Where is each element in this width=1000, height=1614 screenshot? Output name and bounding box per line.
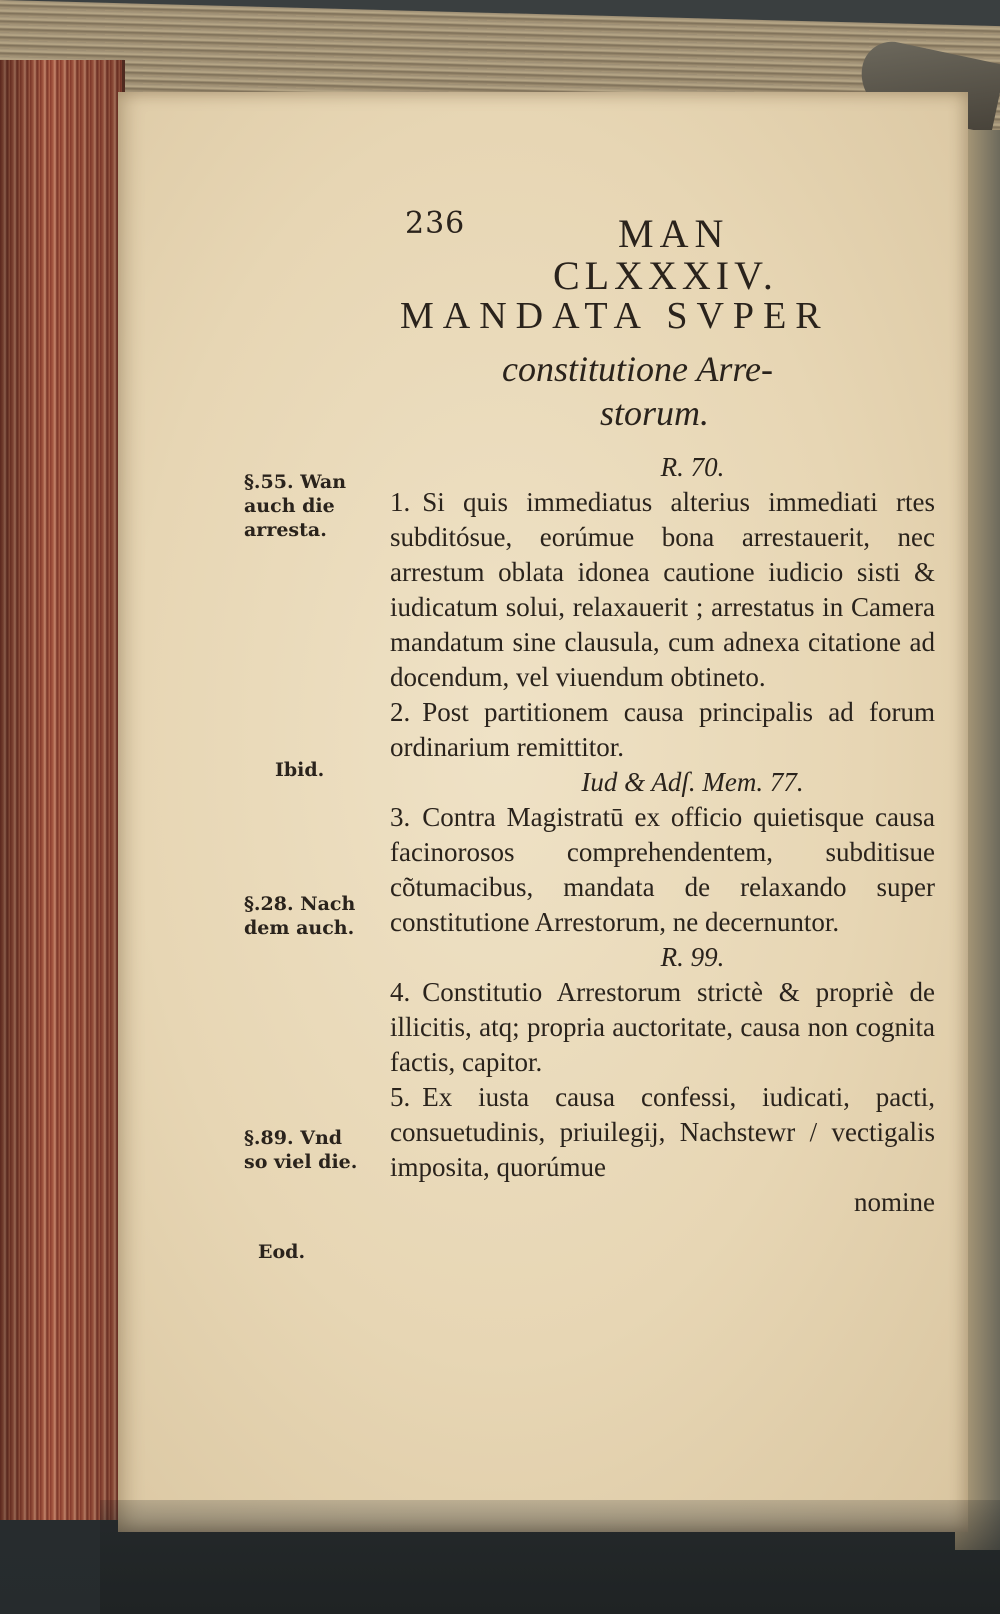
- margin-note-line: auch die: [244, 495, 335, 517]
- reference-iud-adf: Iud & Adſ. Mem. 77.: [581, 767, 804, 797]
- margin-note-line: §.28. Nach: [244, 893, 356, 915]
- margin-note-line: Eod.: [258, 1241, 306, 1263]
- paragraph-number: 4.: [390, 977, 411, 1007]
- margin-note-5: [258, 1240, 398, 1264]
- paragraph-text: Constitutio Arrestorum strictè & propriè de illicitis, atq; propria auctoritate, causa non cognita factis, capitor.: [390, 977, 935, 1077]
- margin-note-1: [244, 470, 384, 542]
- catchword: nomine: [854, 1187, 935, 1217]
- paragraph-number: 5.: [390, 1082, 411, 1112]
- chapter-title-line2: constitutione Arre-: [502, 349, 773, 389]
- margin-note-line: arresta.: [244, 519, 327, 541]
- chapter-number: CLXXXIV.: [553, 253, 778, 298]
- margin-note-3: [244, 892, 384, 940]
- paragraph-number: 2.: [390, 697, 411, 727]
- paragraph-5: [390, 1080, 935, 1185]
- margin-note-line: dem auch.: [244, 917, 355, 939]
- margin-note-line: §.89. Vnd: [244, 1127, 343, 1149]
- paragraph-text: Contra Magistratū ex officio quietisque causa facinorosos comprehendentem, subditisue cõtumacibus, mandata de relaxando super constitutione Arrestorum, ne decernuntor.: [390, 802, 935, 937]
- paragraph-number: 3.: [390, 802, 411, 832]
- paragraph-text: Ex iusta causa confessi, iudicati, pacti, consuetudinis, priuilegij, Nachstewr / vectigalis imposita, quorúmue: [390, 1082, 935, 1182]
- page-body: [390, 450, 935, 1220]
- chapter-title-line3: storum.: [600, 393, 710, 433]
- reference-r70: R. 70.: [660, 452, 725, 482]
- paragraph-text: Post partitionem causa principalis ad forum ordinarium remittitor.: [390, 697, 935, 762]
- chapter-title-line1: MANDATA SVPER: [400, 295, 830, 337]
- paragraph-4: [390, 975, 935, 1080]
- left-page-edges: [0, 60, 125, 1520]
- margin-note-4: [244, 1126, 384, 1174]
- margin-note-line: so viel die.: [244, 1151, 358, 1173]
- reference-r99: R. 99.: [660, 942, 725, 972]
- bottom-shadow: [100, 1500, 1000, 1614]
- margin-note-line: Ibid.: [275, 759, 325, 781]
- page-number: 236: [405, 206, 466, 241]
- paragraph-3: [390, 800, 935, 940]
- paragraph-number: 1.: [390, 487, 411, 517]
- running-head: MAN: [618, 211, 730, 256]
- paragraph-1: [390, 485, 935, 695]
- paragraph-2: [390, 695, 935, 765]
- margin-note-line: §.55. Wan: [244, 471, 347, 493]
- paragraph-text: Si quis immediatus alterius immediati rtes subditósue, eorúmue bona arrestauerit, nec arrestum oblata idonea cautione iudicio sisti & iudicatum solui, relaxauerit ; arrestatus in Camera mandatum sine clausula, cum adnexa citatione ad docendum, vel viuendum obtineto.: [390, 487, 935, 692]
